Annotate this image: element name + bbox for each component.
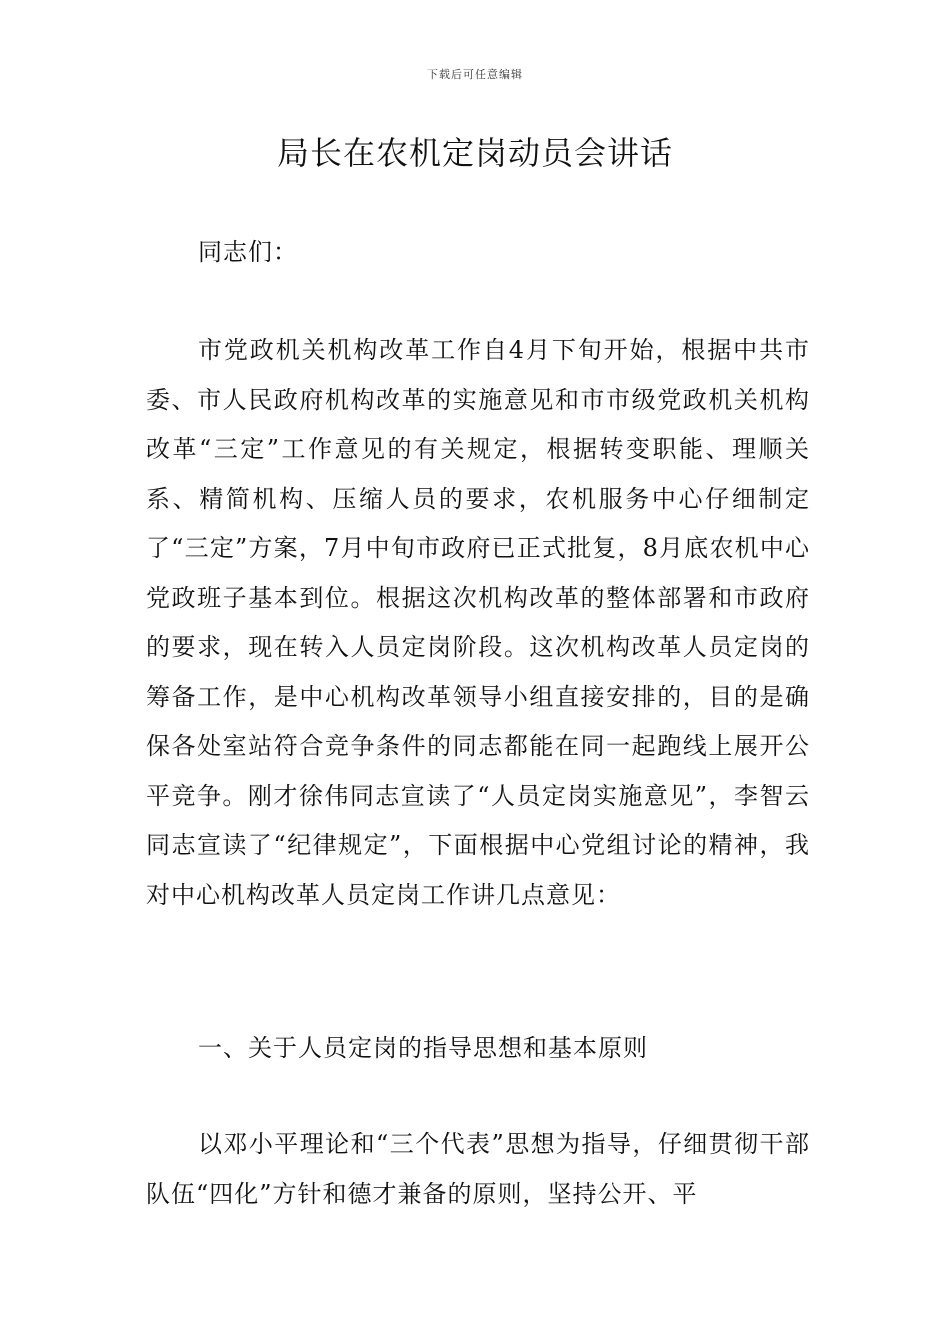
body-paragraph: 以邓小平理论和“三个代表”思想为指导，仔细贯彻干部队伍“四化”方针和德才兼备的原则，坚持公开、平 (146, 1130, 810, 1208)
body-paragraph: 市党政机关机构改革工作自4月下旬开始，根据中共市委、市人民政府机构改革的实施意见和市市级党政机关机构改革“三定”工作意见的有关规定，根据转变职能、理顺关系、精简机构、压缩人员的要求，农机服务中心仔细制定了“三定”方案，7月中旬市政府已正式批复，8月底农机中心党政班子基本到位。根据这次机构改革的整体部署和市政府的要求，现在转入人员定岗阶段。这次机构改革人员定岗的筹备工作，是中心机构改革领导小组直接安排的，目的是确保各处室站符合竞争条件的同志都能在同一起跑线上展开公平竞争。刚才徐伟同志宣读了“人员定岗实施意见”，李智云同志宣读了“纪律规定”，下面根据中心党组讨论的精神，我对中心机构改革人员定岗工作讲几点意见： (146, 336, 810, 909)
header-note: 下载后可任意编辑 (427, 68, 523, 81)
section-heading: 一、关于人员定岗的指导思想和基本原则 (198, 1034, 648, 1062)
greeting: 同志们： (198, 238, 298, 266)
document-title: 局长在农机定岗动员会讲话 (276, 134, 673, 172)
